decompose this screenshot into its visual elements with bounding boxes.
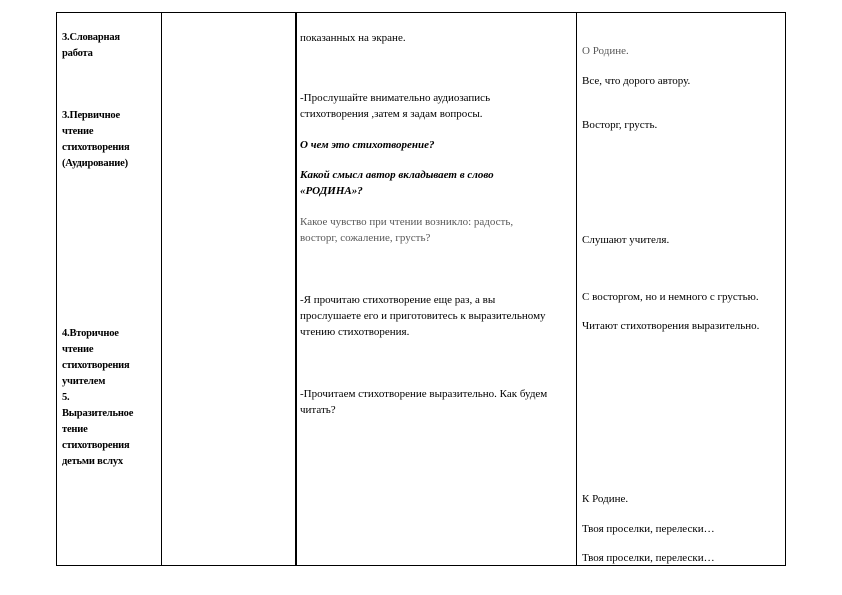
- column-divider-1: [161, 12, 162, 566]
- student-answer-feeling: Восторг, грусть.: [582, 119, 658, 131]
- student-answer-dear: Все, что дорого автору.: [582, 75, 691, 87]
- student-answer-about: О Родине.: [582, 45, 629, 57]
- student-poem-line-1: Твоя проселки, перелески…: [582, 523, 715, 535]
- teacher-listen-instruction: -Прослушайте внимательно аудиозапись стихотворения ,затем я задам вопросы.: [300, 92, 491, 120]
- student-reading-manner: С восторгом, но и немного с грустью.: [582, 291, 759, 303]
- column-divider-3: [576, 12, 577, 566]
- student-reading-action: Читают стихотворения выразительно.: [582, 320, 760, 332]
- teacher-reread-instruction: -Я прочитаю стихотворение еще раз, а вы прослушаете его и приготовитесь к выразительному чтению стихотворения.: [300, 294, 546, 338]
- teacher-question-about: О чем это стихотворение?: [300, 139, 435, 151]
- stage-secondary-reading: 4.Вторичное чтение стихотворения учителем 5. Выразительное тение стихотворения детьми вслух: [62, 328, 134, 467]
- teacher-screen-text: показанных на экране.: [300, 32, 406, 44]
- teacher-feeling-question: Какое чувство при чтении возникло: радость, восторг, сожаление, грусть?: [300, 216, 514, 244]
- column-divider-2: [295, 12, 297, 566]
- student-poem-line-2: Твоя проселки, перелески…: [582, 552, 715, 564]
- table-left-border: [56, 12, 57, 566]
- stage-vocabulary: 3.Словарная работа: [62, 32, 120, 59]
- table-top-border: [56, 12, 786, 13]
- teacher-question-meaning: Какой смысл автор вкладывает в слово «РОДИНА»?: [300, 169, 494, 197]
- teacher-expressive-reading: -Прочитаем стихотворение выразительно. Как будем читать?: [300, 388, 548, 416]
- student-listening: Слушают учителя.: [582, 234, 670, 246]
- stage-primary-reading: 3.Первичное чтение стихотворения (Аудирование): [62, 110, 130, 169]
- table-right-border: [785, 12, 786, 566]
- student-to-motherland: К Родине.: [582, 493, 629, 505]
